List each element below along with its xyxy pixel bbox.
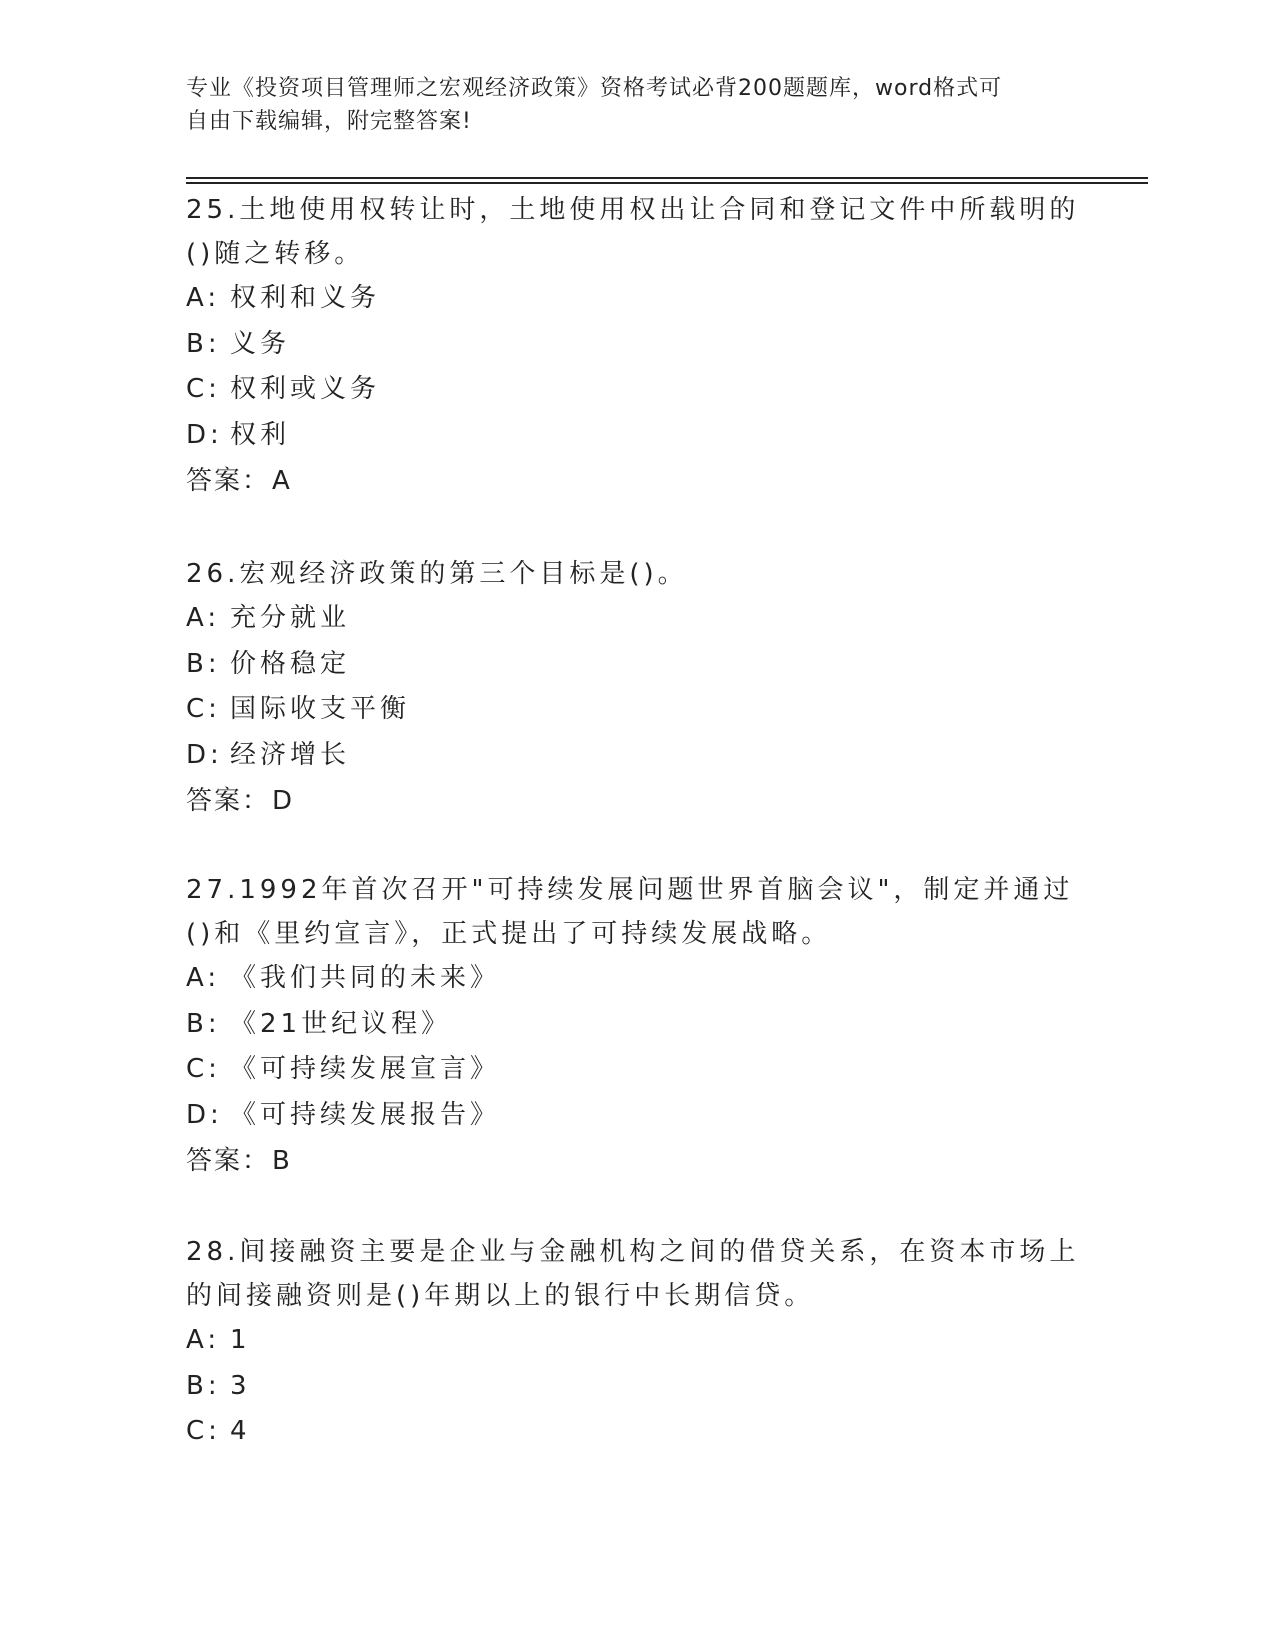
header-divider-bottom: [186, 182, 1148, 184]
option-d: [186, 1093, 1086, 1139]
option-d: [186, 413, 1086, 459]
option-letter: B:: [186, 1370, 221, 1401]
option-letter: C:: [186, 694, 221, 724]
option-letter: C:: [186, 1416, 221, 1446]
option-text: 权利或义务: [230, 374, 381, 404]
option-letter: A:: [186, 603, 221, 633]
option-text: 价格稳定: [230, 648, 351, 679]
option-text: 《可持续发展报告》: [230, 1099, 501, 1130]
option-d: [186, 733, 1086, 779]
answer-value: A: [272, 466, 292, 496]
option-a: [186, 956, 1086, 1002]
answer-label: 答案：: [186, 466, 271, 496]
header-divider-top: [186, 177, 1148, 179]
answer-line: [186, 458, 1086, 504]
answer-value: B: [272, 1146, 292, 1176]
option-letter: B:: [186, 1008, 221, 1039]
question-26: [186, 552, 1086, 824]
option-letter: A:: [186, 1325, 221, 1355]
option-text: 3: [230, 1370, 251, 1401]
option-text: 充分就业: [230, 603, 351, 633]
option-letter: C:: [186, 1054, 221, 1084]
option-c: [186, 1047, 1086, 1093]
option-a: [186, 1318, 1086, 1364]
answer-label: 答案：: [186, 1146, 271, 1176]
option-text: 《我们共同的未来》: [230, 963, 501, 993]
question-text: 26.宏观经济政策的第三个目标是()。: [186, 559, 688, 589]
header-line-1: 专业《投资项目管理师之宏观经济政策》资格考试必背200题题库，word格式可: [186, 76, 1003, 101]
question-text: 27.1992年首次召开"可持续发展问题世界首脑会议"，制定并通过()和《里约宣言》，正式提出了可持续发展战略。: [186, 875, 1074, 949]
option-letter: A:: [186, 283, 221, 313]
option-letter: B:: [186, 648, 221, 679]
option-text: 权利: [230, 419, 291, 450]
answer-line: [186, 1138, 1086, 1184]
option-text: 义务: [230, 328, 291, 359]
option-a: [186, 596, 1086, 642]
answer-line: [186, 778, 1086, 824]
option-text: 国际收支平衡: [230, 694, 411, 724]
document-header: [186, 72, 1086, 138]
answer-label: 答案：: [186, 786, 271, 816]
question-28: [186, 1230, 1086, 1455]
option-c: [186, 367, 1086, 413]
question-25: [186, 188, 1086, 504]
option-letter: D:: [186, 419, 223, 450]
option-b: [186, 1364, 1086, 1410]
option-b: [186, 322, 1086, 368]
option-text: 《21世纪议程》: [230, 1008, 452, 1039]
option-b: [186, 1002, 1086, 1048]
option-text: 4: [230, 1416, 251, 1446]
answer-value: D: [272, 786, 295, 816]
option-text: 权利和义务: [230, 283, 381, 313]
option-text: 1: [230, 1325, 251, 1355]
option-c: [186, 687, 1086, 733]
option-letter: B:: [186, 328, 221, 359]
option-letter: D:: [186, 1099, 223, 1130]
header-line-2: 自由下载编辑，附完整答案!: [186, 109, 472, 134]
option-c: [186, 1409, 1086, 1455]
question-text: 25.土地使用权转让时，土地使用权出让合同和登记文件中所载明的()随之转移。: [186, 195, 1080, 269]
option-letter: D:: [186, 739, 223, 770]
option-b: [186, 642, 1086, 688]
question-text: 28.间接融资主要是企业与金融机构之间的借贷关系，在资本市场上的间接融资则是()年期以上的银行中长期信贷。: [186, 1237, 1080, 1311]
option-text: 《可持续发展宣言》: [230, 1054, 501, 1084]
question-27: [186, 868, 1086, 1184]
option-letter: A:: [186, 963, 221, 993]
option-a: [186, 276, 1086, 322]
option-letter: C:: [186, 374, 221, 404]
option-text: 经济增长: [230, 739, 351, 770]
